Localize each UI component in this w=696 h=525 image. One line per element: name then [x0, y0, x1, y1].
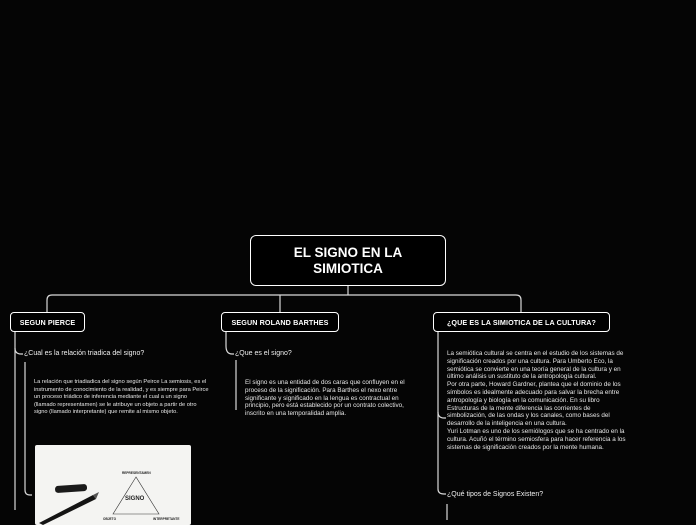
- triad-illustration: [35, 445, 191, 525]
- cultura-question-tipos[interactable]: ¿Qué tipos de Signos Existen?: [447, 491, 544, 498]
- barthes-explanation[interactable]: El signo es una entidad de dos caras que confluyen en el proceso de la significación. Para Barthes el nexo entre significante y significado en la lengua es contractual en principio, pero está establecido por un contrato colectivo, inscrito en una temporalidad amplia.: [245, 379, 405, 418]
- branch-segun-pierce[interactable]: SEGUN PIERCE: [10, 312, 85, 332]
- branch-segun-roland-barthes[interactable]: SEGUN ROLAND BARTHES: [221, 312, 339, 332]
- triad-right-label: INTERPRETANTE: [153, 517, 180, 521]
- pen-icon: [39, 484, 99, 525]
- barthes-question[interactable]: ¿Que es el signo?: [235, 350, 292, 357]
- cultura-explanation[interactable]: La semiótica cultural se centra en el estudio de los sistemas de significación creados por una cultura. Para Umberto Eco, la semiótica se convierte en una teoría general de la cultura y en último análisis un sustituto de la antropología cultural. Por otra parte, Howard Gardner, plantea que el dominio de los símbolos es idealmente adecuado para salvar la brecha entre antropología y biología en la comunicación. En su libro Estructuras de la mente diferencia las corrientes de simbolización, de las ondas y los canales, como bases del desarrollo de la inteligencia en una cultura. Yuri Lotman es uno de los semiólogos que se ha centrado en la cultura. Acuñó el término semiosfera para hacer referencia a los sistemas de significación creados por la mente humana.: [447, 350, 626, 451]
- branch-semiotica-cultura[interactable]: ¿QUE ES LA SIMIOTICA DE LA CULTURA?: [433, 312, 610, 332]
- triad-top-label: REPRESENTAMEN: [122, 471, 151, 475]
- triad-left-label: OBJETO: [103, 517, 117, 521]
- pierce-triad-image[interactable]: [35, 445, 191, 525]
- pierce-question[interactable]: ¿Cual es la relación triadica del signo?: [24, 350, 145, 357]
- pierce-explanation[interactable]: La relación que triadiadica del signo según Peirce La semiosis, es el instrumento de conocimiento de la realidad, y es siempre para Peirce un proceso triádico de inferencia mediante el cual a un signo (llamado representamen) se le atribuye un objeto a partir de otro signo (llamado interpretante) que remite al mismo objeto.: [34, 379, 209, 416]
- central-topic[interactable]: EL SIGNO EN LA SIMIOTICA: [250, 235, 446, 286]
- triad-center-label: SIGNO: [125, 496, 145, 502]
